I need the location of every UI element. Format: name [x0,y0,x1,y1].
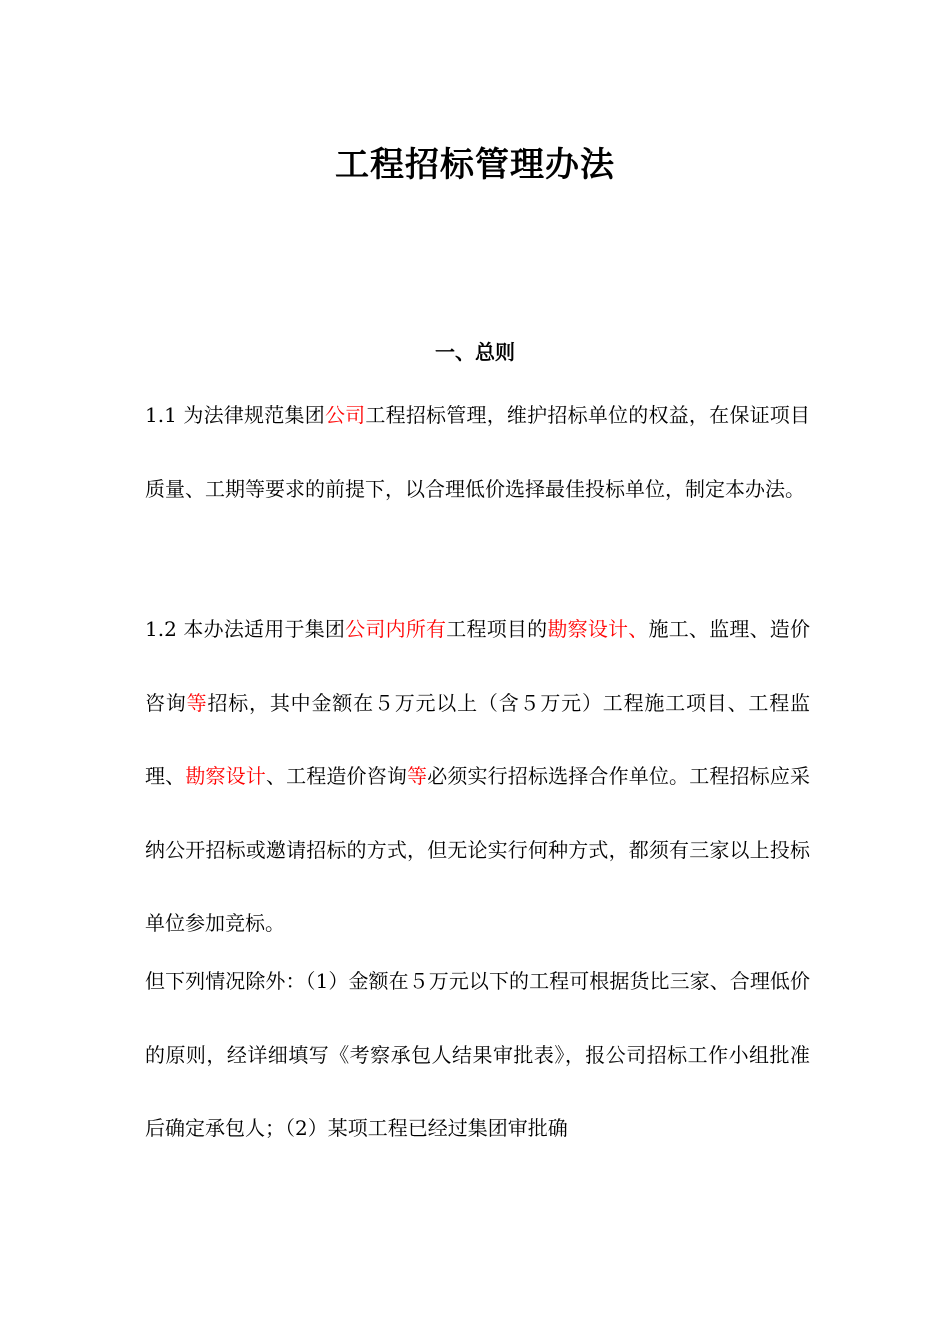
paragraph-1-2 [145,593,810,961]
text-segment: 工程项目的 [446,617,548,641]
document-title: 工程招标管理办法 [335,145,615,185]
highlighted-segment: 勘察设计、 [547,617,649,641]
highlighted-segment: 勘察设计 [185,764,266,788]
highlighted-segment: 等 [407,764,428,788]
section-heading: 一、总则 [435,340,515,364]
highlighted-segment: 公司内所有 [345,617,447,641]
paragraph-1-1 [145,379,810,526]
text-segment: 、工程造价咨询 [265,764,408,788]
text-segment: 必须实行招标选择合作单位。工程招标应采纳公开招标或邀请招标的方式，但无论实行何种方式，都须有三家以上投标单位参加竞标。 [145,764,810,935]
text-segment: 施工、监理、造价咨询 [145,617,811,715]
text-segment: 招标，其中金额在５万元以上（含５万元）工程施工项目、工程监理、 [145,690,811,788]
text-segment: 1.1 为法律规范集团 [145,403,325,427]
highlighted-segment: 等 [186,690,208,715]
text-segment: 工程招标管理，维护招标单位的权益，在保证项目质量、工期等要求的前提下，以合理低价选择最佳投标单位，制定本办法。 [145,403,811,501]
text-segment: 1.2 本办法适用于集团 [145,617,346,641]
highlighted-segment: 公司 [324,403,366,427]
text-segment: 但下列情况除外：（1）金额在５万元以下的工程可根据货比三家、合理低价的原则，经详细填写《考察承包人结果审批表》，报公司招标工作小组批准后确定承包人；（2）某项工程已经过集团审批确 [145,969,810,1140]
paragraph-exceptions [145,945,810,1166]
